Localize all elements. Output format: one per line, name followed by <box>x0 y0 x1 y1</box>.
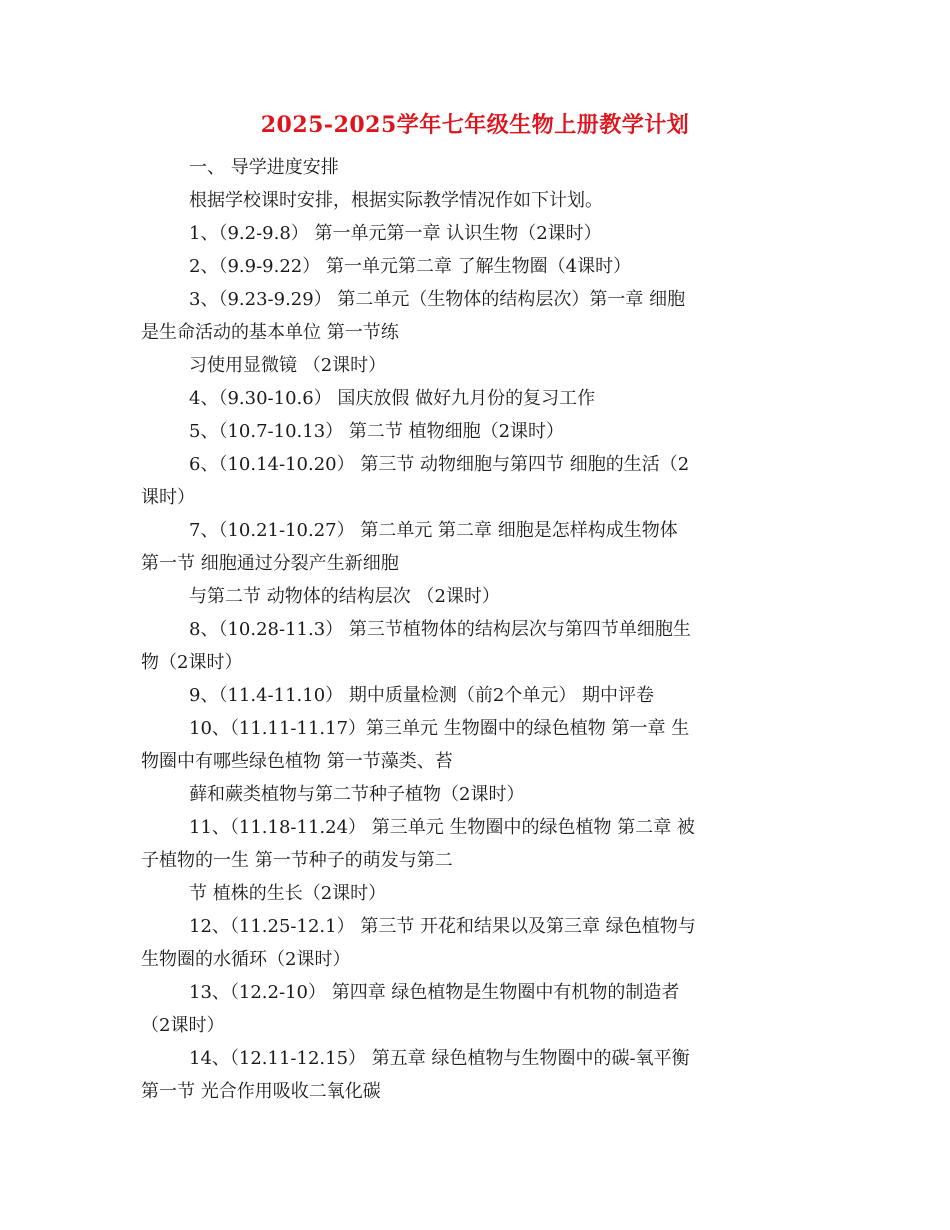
text-line: 藓和蕨类植物与第二节种子植物（2课时） <box>189 784 525 805</box>
text-line: 4、（9.30-10.6） 国庆放假 做好九月份的复习工作 <box>189 388 596 409</box>
text-line: 子植物的一生 第一节种子的萌发与第二 <box>141 850 453 871</box>
text-line: 物（2课时） <box>141 652 243 673</box>
text-line: 1、（9.2-9.8） 第一单元第一章 认识生物（2课时） <box>189 223 602 244</box>
text-line: 8、（10.28-11.3） 第三节植物体的结构层次与第四节单细胞生 <box>189 619 691 640</box>
document-body <box>141 151 811 1108</box>
text-line: 2、（9.9-9.22） 第一单元第二章 了解生物圈（4课时） <box>189 256 632 277</box>
text-line: 生物圈的水循环（2课时） <box>141 949 351 970</box>
text-line: 节 植株的生长（2课时） <box>189 883 387 904</box>
text-line: 5、（10.7-10.13） 第二节 植物细胞（2课时） <box>189 421 565 442</box>
text-line: 第一节 细胞通过分裂产生新细胞 <box>141 553 399 574</box>
text-line: 物圈中有哪些绿色植物 第一节藻类、苔 <box>141 751 453 772</box>
text-line: 一、 导学进度安排 <box>189 157 339 178</box>
text-line: 14、（12.11-12.15） 第五章 绿色植物与生物圈中的碳-氧平衡 <box>189 1048 690 1069</box>
document-title: 2025-2025学年七年级生物上册教学计划 <box>260 112 690 138</box>
text-line: 13、（12.2-10） 第四章 绿色植物是生物圈中有机物的制造者 <box>189 982 680 1003</box>
text-line: 是生命活动的基本单位 第一节练 <box>141 322 399 343</box>
text-line: 9、（11.4-11.10） 期中质量检测（前2个单元） 期中评卷 <box>189 685 655 706</box>
text-line: 12、（11.25-12.1） 第三节 开花和结果以及第三章 绿色植物与 <box>189 916 696 937</box>
text-line: 第一节 光合作用吸收二氧化碳 <box>141 1081 381 1102</box>
text-line: 3、（9.23-9.29） 第二单元（生物体的结构层次）第一章 细胞 <box>189 289 686 310</box>
text-line: 习使用显微镜 （2课时） <box>189 355 387 376</box>
text-line: 根据学校课时安排，根据实际教学情况作如下计划。 <box>189 190 603 211</box>
text-line: 10、（11.11-11.17）第三单元 生物圈中的绿色植物 第一章 生 <box>189 718 690 739</box>
text-line: 6、（10.14-10.20） 第三节 动物细胞与第四节 细胞的生活（2 <box>189 454 690 475</box>
text-line: 与第二节 动物体的结构层次 （2课时） <box>189 586 500 607</box>
text-line: 11、（11.18-11.24） 第三单元 生物圈中的绿色植物 第二章 被 <box>189 817 695 838</box>
text-line: 7、（10.21-10.27） 第二单元 第二章 细胞是怎样构成生物体 <box>189 520 678 541</box>
text-line: （2课时） <box>141 1015 225 1036</box>
text-line: 课时） <box>141 487 195 508</box>
